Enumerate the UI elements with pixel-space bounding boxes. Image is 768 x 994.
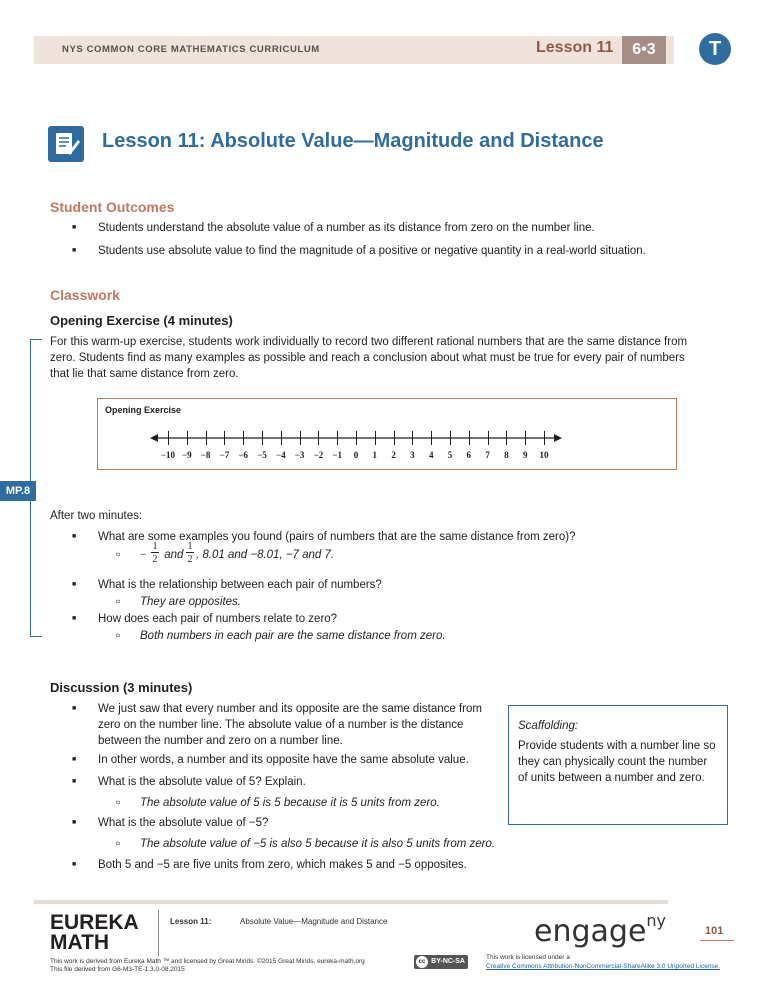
opening-exercise-text: For this warm-up exercise, students work individually to record two different rational numbers that are the same distance from zero. Students find as many examples as possible and reach a conclusion about what must be true for every pair of numbers that lie that same distance from zero. xyxy=(50,336,688,380)
number-line-tick xyxy=(337,431,338,445)
credit-line-2: This file derived from G6-M3-TE-1.3.0-08.2015 xyxy=(50,966,185,973)
number-line-tick xyxy=(356,431,357,445)
lesson-title: Lesson 11: Absolute Value—Magnitude and Distance xyxy=(102,130,604,152)
number-line-tick xyxy=(281,431,282,445)
number-line-tick xyxy=(300,431,301,445)
eureka-math-logo: EUREKA MATH xyxy=(50,911,139,954)
cc-license-badge: cc BY-NC-SA xyxy=(414,955,468,969)
lesson-label: Lesson 11 xyxy=(536,39,614,56)
module-badge: 6•3 xyxy=(622,36,666,64)
number-line-tick xyxy=(206,431,207,445)
number-line-tick xyxy=(243,431,244,445)
number-line-label: 2 xyxy=(391,450,396,460)
discussion-answer: ▫ The absolute value of 5 is 5 because it is 5 units from zero. xyxy=(140,795,500,811)
number-line-tick xyxy=(394,431,395,445)
discussion-heading: Discussion (3 minutes) xyxy=(50,680,193,695)
number-line-tick xyxy=(224,431,225,445)
mp8-tag: MP.8 xyxy=(0,481,36,501)
answer-relationship: ▫ They are opposites. xyxy=(140,594,241,610)
page-number-rule xyxy=(700,940,734,941)
number-line-label: 6 xyxy=(466,450,472,460)
answer-relate-zero: ▫ Both numbers in each pair are the same distance from zero. xyxy=(140,628,446,644)
opening-exercise-heading: Opening Exercise (4 minutes) xyxy=(50,313,233,328)
number-line-label: 3 xyxy=(410,450,415,460)
number-line-label: 10 xyxy=(539,450,549,460)
footer-divider xyxy=(158,910,159,956)
footer-lesson-title: Absolute Value—Magnitude and Distance xyxy=(240,917,388,926)
number-line-tick xyxy=(506,431,507,445)
number-line-label: 4 xyxy=(428,450,434,460)
number-line-label: 7 xyxy=(485,450,490,460)
number-line-tick xyxy=(412,431,413,445)
question-relationship: ■ What is the relationship between each pair of numbers? xyxy=(98,577,698,593)
number-line-tick xyxy=(187,431,188,445)
outcome-item: ■ Students use absolute value to find the magnitude of a positive or negative quantity in a real-world situation. xyxy=(98,243,718,259)
number-line-label: −6 xyxy=(238,450,248,460)
number-line-label: −4 xyxy=(275,450,286,460)
question-examples: ■ What are some examples you found (pairs of numbers that are the same distance from zero)? xyxy=(98,529,698,545)
discussion-item: ■ Both 5 and −5 are five units from zero, which makes 5 and −5 opposites. xyxy=(98,857,598,873)
discussion-item: ■ We just saw that every number and its opposite are the same distance from zero on the number line. The absolute value of a number is the distance between the number and zero on a number line. xyxy=(98,701,498,749)
scaffolding-text: Provide students with a number line so they can physically count the number of units between a number and zero. xyxy=(518,740,716,784)
number-line-label: −8 xyxy=(200,450,211,460)
discussion-item: ■ What is the absolute value of 5? Explain. xyxy=(98,774,498,790)
number-line-tick xyxy=(431,431,432,445)
number-line-label: −10 xyxy=(160,450,176,460)
outcome-item: ■ Students understand the absolute value of a number as its distance from zero on the number line. xyxy=(98,220,718,236)
license-line-1: This work is licensed under a xyxy=(486,954,570,961)
number-line-label: −9 xyxy=(181,450,192,460)
discussion-item: ■ In other words, a number and its opposite have the same absolute value. xyxy=(98,752,498,768)
lesson-icon xyxy=(48,126,84,162)
teacher-badge: T xyxy=(699,33,731,65)
curriculum-title: NYS COMMON CORE MATHEMATICS CURRICULUM xyxy=(62,44,320,55)
number-line-label: −7 xyxy=(219,450,230,460)
number-line-label: −1 xyxy=(332,450,342,460)
after-two-minutes: After two minutes: xyxy=(50,510,143,522)
page-number: 101 xyxy=(705,925,724,937)
scaffolding-box xyxy=(508,705,728,825)
number-line xyxy=(150,430,562,466)
number-line-label: 9 xyxy=(522,450,528,460)
discussion-answer: ▫ The absolute value of −5 is also 5 because it is also 5 units from zero. xyxy=(140,836,540,852)
number-line-label: 5 xyxy=(447,450,453,460)
number-line-label: −3 xyxy=(294,450,305,460)
number-line-label: −5 xyxy=(257,450,267,460)
discussion-item: ■ What is the absolute value of −5? xyxy=(98,815,498,831)
number-line-label: −2 xyxy=(313,450,324,460)
classwork-heading: Classwork xyxy=(50,287,121,303)
license-link[interactable]: Creative Commons Attribution-NonCommercial-ShareAlike 3.0 Unported License. xyxy=(486,963,721,970)
footer-rule xyxy=(34,900,668,904)
number-line-label: 1 xyxy=(372,450,378,460)
number-line-tick xyxy=(375,431,376,445)
scaffolding-title: Scaffolding: xyxy=(518,720,579,732)
number-line-tick xyxy=(525,431,526,445)
number-line-tick xyxy=(262,431,263,445)
number-line-label: 8 xyxy=(504,450,509,460)
number-line-tick xyxy=(488,431,489,445)
number-line-tick xyxy=(544,431,545,445)
engageny-logo: engage$^{ny}$ xyxy=(534,911,667,949)
opening-exercise-box-label: Opening Exercise xyxy=(105,405,182,415)
student-outcomes-heading: Student Outcomes xyxy=(50,199,175,215)
footer-lesson-label: Lesson 11: xyxy=(170,917,212,926)
number-line-tick xyxy=(450,431,451,445)
credit-line-1: This work is derived from Eureka Math ™ and licensed by Great Minds. ©2015 Great Minds. eureka-math.org xyxy=(50,958,365,965)
question-relate-zero: ■ How does each pair of numbers relate to zero? xyxy=(98,611,698,627)
number-line-tick xyxy=(318,431,319,445)
number-line-tick xyxy=(168,431,169,445)
number-line-tick xyxy=(469,431,470,445)
number-line-label: 0 xyxy=(353,450,359,460)
